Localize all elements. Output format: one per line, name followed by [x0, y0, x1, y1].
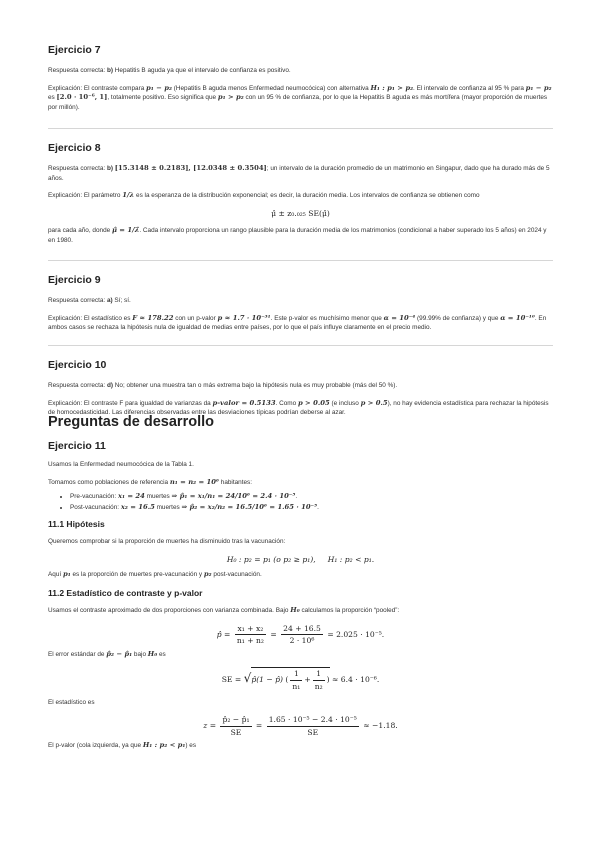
text: Usamos el contraste aproximado de dos proporciones con varianza combinada. Bajo	[48, 606, 291, 614]
text: Aquí	[48, 571, 63, 579]
math: μ̂ = 1/λ̂	[111, 226, 140, 235]
denominator: n₁	[292, 681, 301, 691]
math: ≈ −1.18.	[363, 721, 398, 731]
list-item	[70, 502, 553, 513]
math: = 2.025 · 10⁻⁵.	[327, 629, 385, 639]
math: SE =	[221, 675, 242, 685]
answer-text: Sí; sí.	[112, 297, 131, 304]
exercise-8-explanation	[48, 191, 553, 201]
fraction	[267, 715, 359, 737]
paragraph: El estadístico es	[48, 698, 95, 706]
answer-text: Hepatitis B aguda ya que el intervalo de confianza es positivo.	[113, 67, 291, 74]
math: z =	[203, 721, 217, 731]
math: α = 10⁻⁴	[383, 313, 416, 322]
math: p̂ =	[216, 629, 231, 639]
list	[48, 491, 553, 513]
math: F ≈ 178.22	[132, 313, 174, 322]
exercise-7-explanation	[48, 84, 553, 113]
denominator: 2 · 10⁶	[289, 636, 315, 646]
answer-text: ; un intervalo de la duración promedio de un matrimonio en Singapur, dado que ha durado más de 5 años.	[48, 165, 550, 182]
text: ) es	[185, 742, 197, 750]
math: ⇒ p̂₁ = x₁/n₁ = 24/10⁶ = 2.4 · 10⁻⁵	[171, 492, 296, 501]
math: p₂	[203, 570, 212, 579]
math: +	[304, 675, 311, 685]
answer-letter: b)	[106, 165, 114, 172]
answer-letter: b)	[106, 67, 114, 74]
formula-hypotheses	[48, 555, 553, 565]
numerator: 24 + 16.5	[281, 624, 323, 636]
formula-ci: μ̂ ± z₀.₀₂₅ SE(μ̂)	[271, 208, 330, 218]
math: p₁ − p₂	[525, 83, 552, 92]
divider	[48, 260, 553, 261]
paragraph	[48, 741, 553, 751]
exercise-7-title: Ejercicio 7	[48, 44, 101, 56]
text: calculamos la proporción “pooled”:	[299, 606, 400, 614]
text: post-vacunación.	[211, 571, 262, 579]
numerator: 1	[313, 669, 325, 681]
math: =	[255, 721, 263, 731]
math: p > 0.05	[297, 398, 330, 407]
math: p̂₂ − p̂₁	[106, 649, 133, 658]
math: p̂(1 − p̂)	[251, 675, 283, 685]
math: x₁ = 24	[117, 492, 145, 501]
math: p₁ > p₂	[217, 93, 244, 102]
text: . Cada intervalo proporciona un rango plausible para la duración media de los matrimonios (condicional a haber superado los 5 años) en 2024 y en 1980.	[48, 227, 547, 244]
numerator: 1.65 · 10⁻⁵ − 2.4 · 10⁻⁵	[267, 715, 359, 727]
text: (Hepatitis B aguda menos Enfermedad neumocócica) con alternativa	[171, 84, 371, 92]
paragraph	[48, 570, 553, 580]
math: p ≈ 1.7 · 10⁻³¹	[217, 313, 271, 322]
fraction	[235, 624, 266, 646]
paragraph	[48, 606, 553, 616]
divider	[48, 128, 553, 129]
text: (e incluso	[329, 399, 361, 407]
text: bajo	[132, 650, 148, 658]
text: Explicación: El parámetro	[48, 192, 123, 200]
exercise-7	[48, 44, 553, 120]
answer-prefix: Respuesta correcta:	[48, 382, 107, 389]
text: Explicación: El estadístico es	[48, 314, 133, 322]
math: H₁ : p₂ < p₁.	[327, 554, 375, 564]
text: El p-valor (cola izquierda, ya que	[48, 742, 143, 750]
formula-se	[48, 667, 553, 691]
text: Explicación: El contraste compara	[48, 84, 147, 92]
text: Pre-vacunación:	[70, 493, 118, 501]
exercise-9-answer	[48, 296, 553, 306]
text: Tomamos como poblaciones de referencia	[48, 478, 170, 486]
divider	[48, 345, 553, 346]
development-questions	[48, 414, 553, 759]
fraction	[313, 669, 325, 691]
math: H₀ : p₂ = p₁ (o p₂ ≥ p₁),	[226, 554, 316, 564]
math: p₁ − p₂	[146, 83, 172, 92]
exercise-8-answer	[48, 164, 553, 183]
fraction	[290, 669, 302, 691]
text: con un 95 % de confianza, por lo que la Hepatitis B aguda es más mortífera (mayor proporción de muertes por millón).	[48, 94, 548, 111]
formula-z	[48, 715, 553, 737]
answer-prefix: Respuesta correcta:	[48, 165, 107, 172]
paragraph: Queremos comprobar si la proporción de muertes ha disminuido tras la vacunación:	[48, 538, 286, 546]
text: . En ambos casos se rechaza la hipótesis nula de igualdad de medias entre países, por lo que el país influye claramente en el precio medio.	[48, 314, 547, 332]
math: H₁ : p₁ > p₂	[370, 83, 414, 92]
math: H₁ : p₂ < p₁	[142, 741, 186, 750]
exercise-9-explanation	[48, 314, 553, 333]
exercise-7-answer	[48, 66, 553, 76]
paragraph	[48, 478, 553, 488]
text: (99.99% de confianza) y que	[415, 314, 501, 322]
paragraph: Usamos la Enfermedad neumocócica de la Tabla 1.	[48, 461, 194, 468]
numerator: x₁ + x₂	[235, 624, 266, 636]
text: es la proporción de muertes pre-vacunación y	[70, 571, 204, 579]
text: es	[48, 94, 57, 102]
math: [2.0 · 10⁻⁶, 1]	[56, 93, 108, 102]
answer-prefix: Respuesta correcta:	[48, 297, 107, 304]
text: muertes	[154, 504, 182, 512]
text: habitantes:	[218, 478, 253, 486]
math: α = 10⁻¹⁰	[500, 313, 535, 322]
text: Post-vacunación:	[70, 504, 121, 512]
text: muertes	[144, 493, 172, 501]
text: para cada año, donde	[48, 227, 112, 235]
math: 1/λ	[122, 191, 135, 200]
numerator: p̂₂ − p̂₁	[220, 715, 251, 727]
text: , totalmente positivo. Eso significa que	[107, 94, 218, 102]
math: p > 0.5	[360, 398, 388, 407]
sqrt-body: p̂(1 − p̂) ( $\frac{1}{\text{n₁}}$ + $\frac{1}{\text{n₂}}$ )	[251, 669, 330, 691]
text: es	[157, 650, 166, 658]
math: =	[270, 629, 277, 639]
exercise-9	[48, 274, 553, 341]
text: . Como	[275, 399, 298, 407]
text: . Este p-valor es muchísimo menor que	[270, 314, 384, 322]
list-item	[70, 491, 553, 502]
text: .	[295, 493, 298, 501]
math: H₀	[290, 605, 300, 614]
answer-letter: a)	[106, 297, 113, 304]
text: El error estándar de	[48, 650, 107, 658]
denominator: n₂	[314, 681, 323, 691]
math: x₂ = 16.5	[120, 503, 155, 512]
exercise-8	[48, 142, 553, 254]
text: ), no hay evidencia estadística para rechazar la hipótesis de homocedasticidad. Las diferencias observadas entre las desviaciones típicas podrían deberse al azar.	[48, 399, 549, 417]
section-title: Preguntas de desarrollo	[48, 414, 214, 430]
exercise-10-title: Ejercicio 10	[48, 359, 107, 371]
text: con un p-valor	[173, 314, 218, 322]
subsection-title: 11.1 Hipótesis	[48, 519, 105, 530]
exercise-10-answer	[48, 381, 553, 391]
numerator: 1	[290, 669, 302, 681]
math: ≈ 6.4 · 10⁻⁶.	[332, 675, 380, 685]
text: es la esperanza de la distribución exponencial; es decir, la duración media. Los intervalos de confianza se obtienen como	[134, 192, 480, 200]
math: p-valor = 0.5133	[212, 398, 276, 407]
denominator: SE	[230, 727, 242, 737]
sqrt-icon: √	[243, 671, 252, 686]
fraction	[281, 624, 323, 646]
fraction	[220, 715, 251, 737]
answer-text: No; obtener una muestra tan o más extrema bajo la hipótesis nula es muy probable (más del 50 %).	[113, 382, 398, 389]
text: . El intervalo de confianza al 95 % para	[413, 84, 526, 92]
answer-letter: d)	[106, 382, 114, 389]
exercise-11-title: Ejercicio 11	[48, 440, 106, 452]
math: n₁ = n₂ = 10⁶	[169, 477, 219, 486]
exercise-8-explanation-2	[48, 226, 553, 245]
denominator: n₁ + n₂	[236, 636, 264, 646]
exercise-8-title: Ejercicio 8	[48, 142, 101, 154]
denominator: SE	[307, 727, 319, 737]
text: Explicación: El contraste F para igualdad de varianzas da	[48, 399, 213, 407]
math: p₁	[62, 570, 71, 579]
math: H₀	[147, 649, 158, 658]
math: ⇒ p̂₂ = x₂/n₂ = 16.5/10⁶ = 1.65 · 10⁻⁵	[181, 503, 318, 512]
paragraph	[48, 650, 553, 660]
text: .	[317, 504, 319, 512]
formula-pooled	[48, 624, 553, 646]
answer-prefix: Respuesta correcta:	[48, 67, 107, 74]
subsection-title: 11.2 Estadístico de contraste y p-valor	[48, 587, 203, 598]
exercise-9-title: Ejercicio 9	[48, 274, 101, 286]
math: [15.3148 ± 0.2183], [12.0348 ± 0.3504]	[114, 164, 267, 172]
